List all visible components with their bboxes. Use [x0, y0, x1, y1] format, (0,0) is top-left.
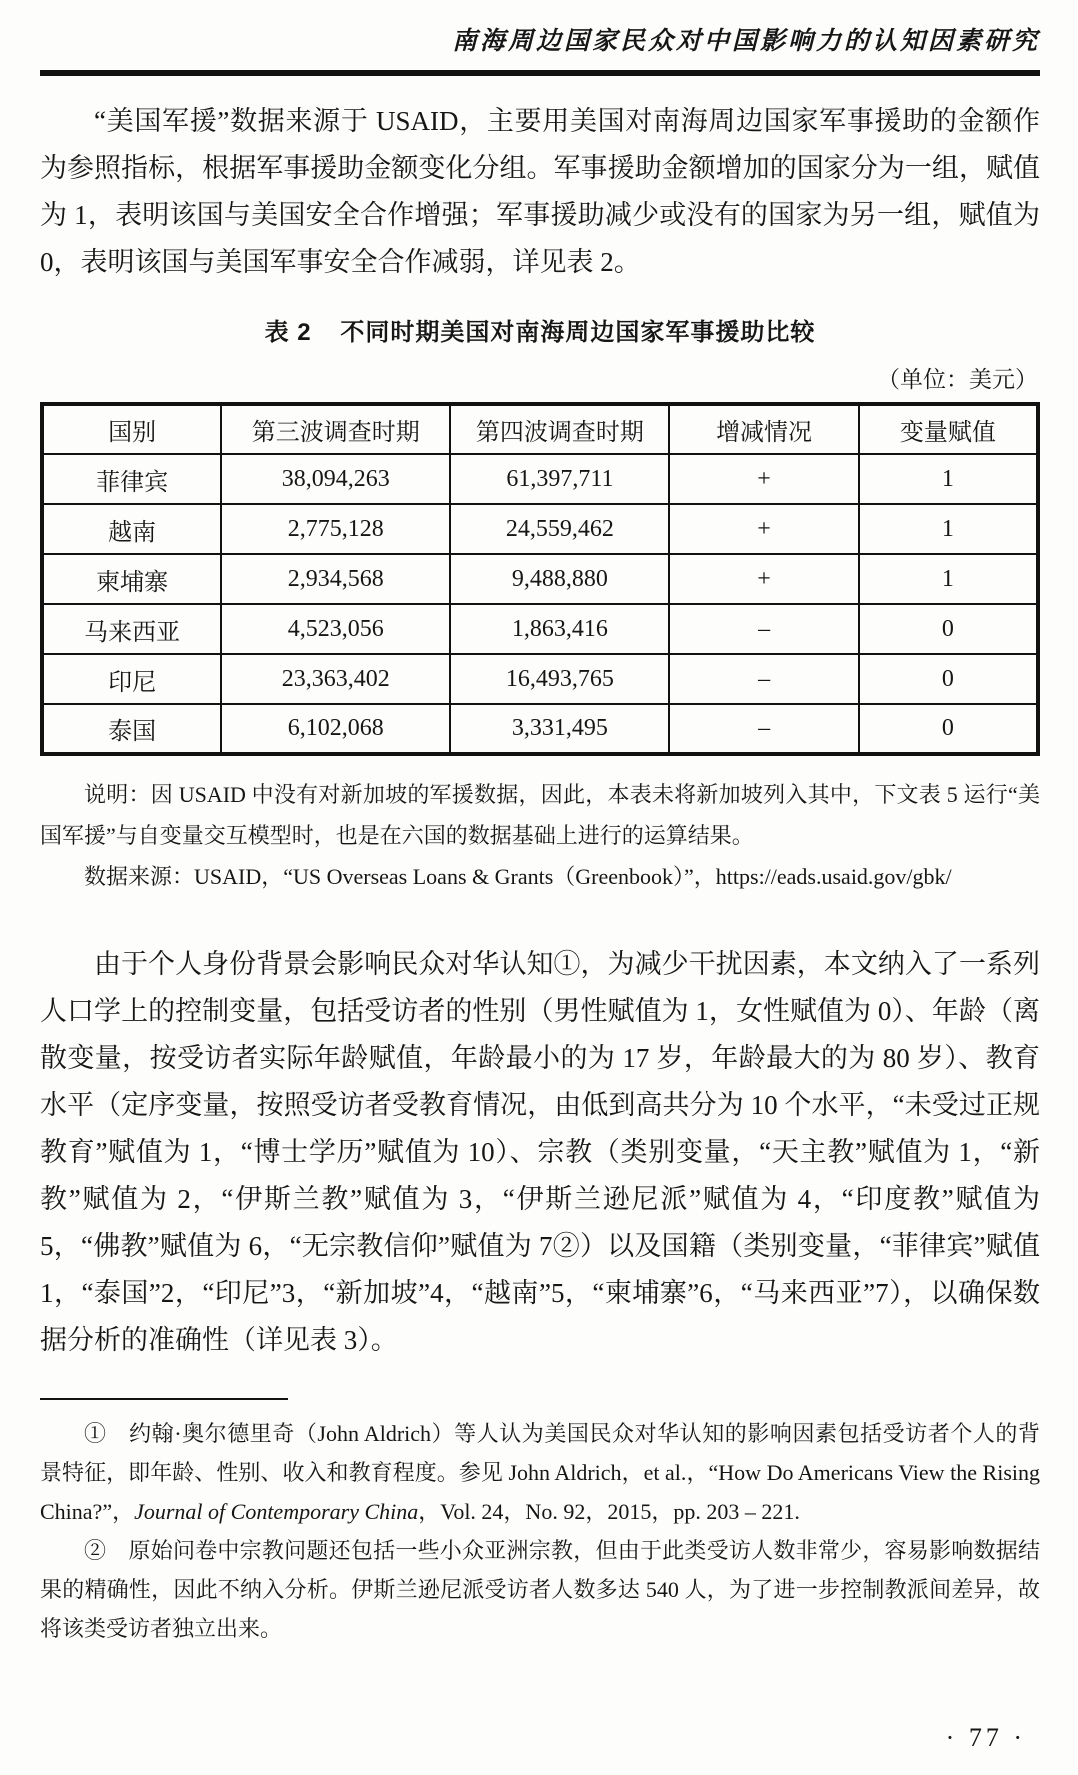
wave4-cell: 24,559,462: [450, 504, 669, 554]
change-cell: +: [669, 504, 858, 554]
footnotes-block: [40, 1414, 1040, 1648]
table-note-source: 数据来源：USAID，“US Overseas Loans & Grants（Greenbook）”，https://eads.usaid.gov/gbk/: [84, 864, 952, 889]
footnote-1-text: ① 约翰·奥尔德里奇（John Aldrich）等人认为美国民众对华认知的影响因素包括受访者个人的背景特征，即年龄、性别、收入和教育程度。参见 John Aldrich，et al.，“How Do Americans View the Rising China?”，: [40, 1421, 1040, 1524]
wave4-cell: 1,863,416: [450, 604, 669, 654]
table-row: [42, 554, 1038, 604]
table-row: [42, 654, 1038, 704]
footnote-rule: [40, 1398, 288, 1400]
military-aid-table: [40, 402, 1040, 756]
table-row: [42, 604, 1038, 654]
table-header-row: [42, 404, 1038, 454]
table-caption-title: 不同时期美国对南海周边国家军事援助比较: [340, 319, 816, 346]
paragraph-control-variables: 由于个人身份背景会影响民众对华认知①，为减少干扰因素，本文纳入了一系列人口学上的控制变量，包括受访者的性别（男性赋值为 1，女性赋值为 0）、年龄（离散变量，按受访者实际年龄赋值，年龄最小的为 17 岁，年龄最大的为 80 岁）、教育水平（定序变量，按照受访者受教育情况，由低到高共分为 10 个水平，“未受过正规教育”赋值为 1，“博士学历”赋值为 10）、宗教（类别变量，“天主教”赋值为 1，“新教”赋值为 2，“伊斯兰教”赋值为 3，“伊斯兰逊尼派”赋值为 4，“印度教”赋值为 5，“佛教”赋值为 6，“无宗教信仰”赋值为 7②）以及国籍（类别变量，“菲律宾”赋值 1，“泰国”2，“印尼”3，“新加坡”4，“越南”5，“柬埔寨”6，“马来西亚”7），以确保数据分析的准确性（详见表 3）。: [40, 949, 1040, 1355]
wave3-cell: 2,775,128: [221, 504, 450, 554]
country-cell: 柬埔寨: [42, 554, 221, 604]
wave3-cell: 23,363,402: [221, 654, 450, 704]
wave4-cell: 3,331,495: [450, 704, 669, 754]
country-cell: 马来西亚: [42, 604, 221, 654]
column-header-country: 国别: [42, 404, 221, 454]
running-title: 南海周边国家民众对中国影响力的认知因素研究: [451, 28, 1040, 55]
change-cell: –: [669, 654, 858, 704]
column-header-wave3: 第三波调查时期: [221, 404, 450, 454]
footnote-1: [40, 1414, 1040, 1531]
wave3-cell: 38,094,263: [221, 454, 450, 504]
value-cell: 0: [859, 604, 1038, 654]
value-cell: 1: [859, 504, 1038, 554]
journal-title-italic: Journal of Contemporary China: [134, 1499, 419, 1524]
table-caption: [40, 312, 1040, 347]
page-number: · 77 ·: [945, 1723, 1026, 1752]
table-notes: [40, 774, 1040, 897]
paragraph-us-military-aid: “美国军援”数据来源于 USAID，主要用美国对南海周边国家军事援助的金额作为参照指标，根据军事援助金额变化分组。军事援助金额增加的国家分为一组，赋值为 1，表明该国与美国安全合作增强；军事援助减少或没有的国家为另一组，赋值为 0，表明该国与美国军事安全合作减弱，详见表 2。: [40, 106, 1040, 277]
change-cell: +: [669, 554, 858, 604]
wave3-cell: 6,102,068: [221, 704, 450, 754]
header-rule: [40, 70, 1040, 76]
footnote-1-citation: ，Vol. 24，No. 92，2015，pp. 203 – 221.: [418, 1499, 800, 1524]
footnote-2: ② 原始问卷中宗教问题还包括一些小众亚洲宗教，但由于此类受访人数非常少，容易影响数据结果的精确性，因此不纳入分析。伊斯兰逊尼派受访者人数多达 540 人，为了进一步控制教派间差异，故将该类受访者独立出来。: [40, 1538, 1040, 1641]
table-row: [42, 454, 1038, 504]
value-cell: 1: [859, 454, 1038, 504]
table-note-explain: 说明：因 USAID 中没有对新加坡的军援数据，因此，本表未将新加坡列入其中，下文表 5 运行“美国军援”与自变量交互模型时，也是在六国的数据基础上进行的运算结果。: [40, 782, 1040, 848]
value-cell: 0: [859, 704, 1038, 754]
table-caption-label: 表 2: [264, 319, 312, 346]
wave4-cell: 9,488,880: [450, 554, 669, 604]
table-row: [42, 704, 1038, 754]
country-cell: 印尼: [42, 654, 221, 704]
wave3-cell: 4,523,056: [221, 604, 450, 654]
column-header-value: 变量赋值: [859, 404, 1038, 454]
country-cell: 泰国: [42, 704, 221, 754]
unit-note: （单位：美元）: [877, 367, 1038, 392]
change-cell: –: [669, 704, 858, 754]
change-cell: –: [669, 604, 858, 654]
change-cell: +: [669, 454, 858, 504]
wave3-cell: 2,934,568: [221, 554, 450, 604]
wave4-cell: 61,397,711: [450, 454, 669, 504]
value-cell: 1: [859, 554, 1038, 604]
wave4-cell: 16,493,765: [450, 654, 669, 704]
column-header-wave4: 第四波调查时期: [450, 404, 669, 454]
value-cell: 0: [859, 654, 1038, 704]
country-cell: 越南: [42, 504, 221, 554]
table-row: [42, 504, 1038, 554]
country-cell: 菲律宾: [42, 454, 221, 504]
column-header-change: 增减情况: [669, 404, 858, 454]
